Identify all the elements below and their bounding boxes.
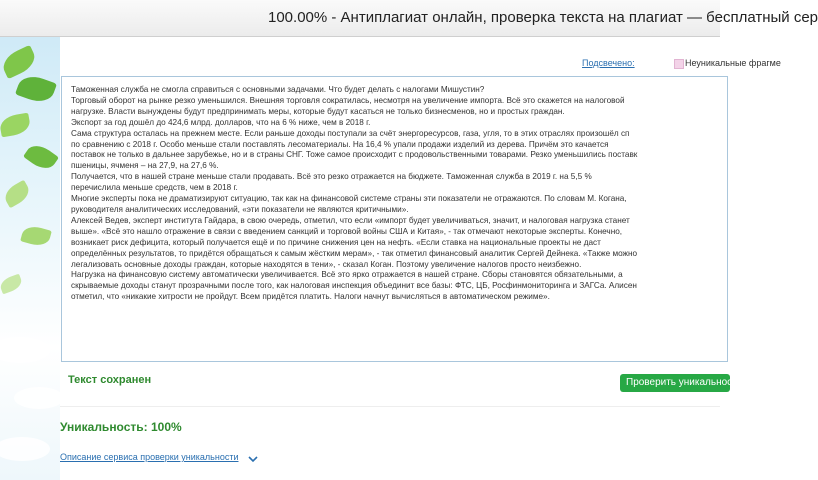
text-line: легализовать основные доходы граждан, которые находятся в тени», - сказал Коган. Поэтому увеличение налогов просто неизбежно. [71, 259, 582, 269]
text-line: отметил, что «никакие хитрости не пройдут. Всем придётся платить. Налоги начнут вычисляться в автоматическом режиме». [71, 292, 550, 302]
leaf-decoration [15, 72, 57, 107]
checked-text-area[interactable] [61, 76, 728, 362]
cloud-decoration [14, 387, 64, 409]
text-line: пшеницы, ячменя – на 27,9, на 27,6 %. [71, 161, 219, 171]
chevron-down-icon[interactable] [248, 454, 258, 464]
cloud-decoration [0, 437, 50, 461]
text-line: Сама структура осталась на прежнем месте. Если раньше доходы поступали за счёт энергоресурсов, газа, угля, то в этих отраслях произошёл сп [71, 128, 630, 138]
text-line: Алексей Ведев, эксперт института Гайдара, в свою очередь, отметил, что если «импорт будет увеличиваться, значит, и налоговая нагрузка станет [71, 215, 630, 225]
text-line: нагрузке. Власти вынуждены будут предпринимать меры, которые будут касаться не только бизнесменов, но и простых граждан. [71, 106, 565, 116]
leaf-decoration [20, 224, 52, 249]
divider [60, 406, 720, 407]
text-line: скрываемые доходы станут прозрачными после того, как налоговая инспекция объединит все базы: ФТС, ЦБ, Росфинмониторинга и ЗАГСа. Алисен [71, 281, 637, 291]
highlighted-label[interactable]: Подсвечено: [582, 58, 635, 68]
text-line: Получается, что в нашей стране меньше стали продавать. Всё это резко отражается на бюджете. Таможенная служба в 2019 г. на 5,5 % [71, 172, 592, 182]
leaf-decoration [0, 113, 32, 138]
nonunique-fragments-label: Неуникальные фрагме [685, 58, 781, 68]
leaf-decoration [0, 45, 39, 79]
nonunique-swatch [674, 59, 684, 69]
leaf-decoration [23, 140, 59, 174]
decorative-leaves-panel [0, 37, 60, 480]
uniqueness-result: Уникальность: 100% [60, 420, 182, 434]
text-line: Таможенная служба не смогла справиться с основными задачами. Что будет делать с налогами Мишустин? [71, 85, 485, 94]
leaf-decoration [0, 274, 24, 295]
text-line: определённых результатов, то придётся обращаться к самым жёстким мерам», - так отметил финансовый аналитик Сергей Дейнека. «Также можно [71, 248, 638, 258]
text-line: Нагрузка на финансовую систему автоматически увеличивается. Всё это ярко отражается в нашей стране. Сборы становятся обязательными, а [71, 270, 623, 280]
check-uniqueness-button[interactable]: Проверить уникальность [620, 374, 730, 392]
service-description-link[interactable]: Описание сервиса проверки уникальности [60, 452, 239, 462]
text-line: Экспорт за год дошёл до 424,6 млрд. долларов, что на 6 % ниже, чем в 2018 г. [71, 117, 371, 127]
text-line: поставок не только в дальнее зарубежье, но и в страны СНГ. Тоже самое происходит с продовольственными товарами. Резко уменьшились поставк [71, 150, 638, 160]
window-titlebar [0, 0, 818, 37]
leaf-decoration [1, 180, 33, 209]
text-line: Многие эксперты пока не драматизируют ситуацию, так как на финансовой системе страны эти показатели не отражаются. По словам М. Когана, [71, 194, 627, 204]
text-line: по сравнению с 2018 г. Особо меньше стали поставлять лесоматериалы. На 16,4 % упали продажи изделий из дерева. Причём это качается [71, 139, 609, 149]
text-line: перечислила меньше средств, чем в 2018 г. [71, 183, 238, 193]
text-line: Торговый оборот на рынке резко уменьшился. Внешняя торговля сократилась, несмотря на увеличение импорта. Всё это скажется на налоговой [71, 95, 625, 105]
text-line: руководителя аналитических исследований, «эти показатели не являются критичными». [71, 204, 409, 214]
text-line: выше». «Всё это нашло отражение в связи с введением санкций и торговой войны США и Китая», - так отмечают некоторые эксперты. Конечно, [71, 226, 623, 236]
window-title: 100.00% - Антиплагиат онлайн, проверка текста на плагиат — бесплатный сер [268, 9, 818, 26]
text-line: возникает риск дефицита, который получается ещё и по причине снижения цен на нефть. «Если ставка на национальные проекты не даст [71, 237, 601, 247]
cloud-decoration [0, 337, 50, 363]
saved-status: Текст сохранен [68, 374, 152, 386]
